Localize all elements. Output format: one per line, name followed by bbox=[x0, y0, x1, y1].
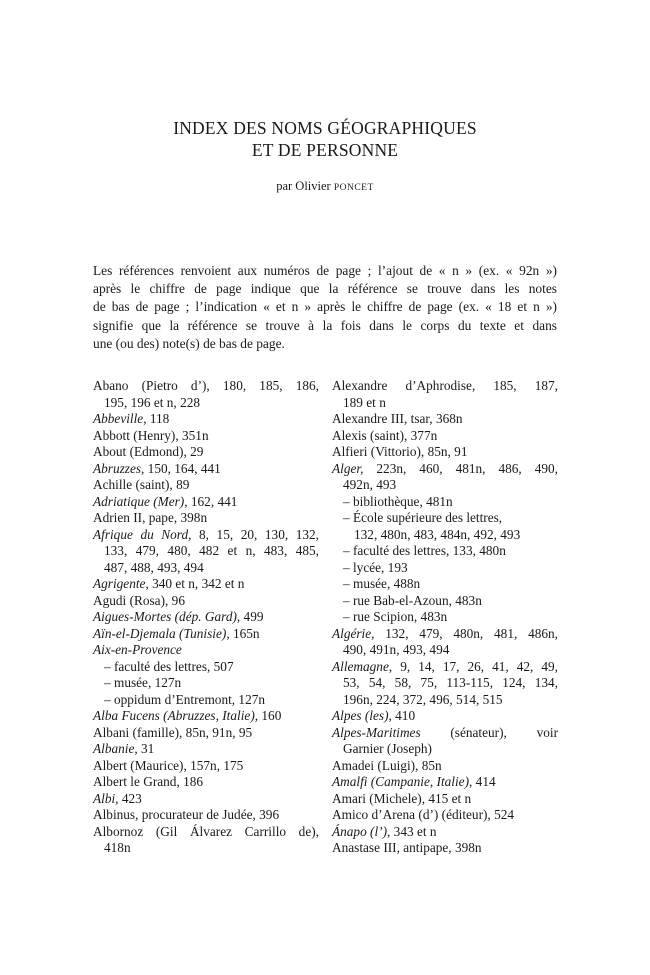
index-term-italic: Aix-en-Provence bbox=[93, 642, 182, 657]
index-entry bbox=[332, 593, 558, 610]
index-term-italic: Amalfi (Campanie, Italie) bbox=[332, 774, 470, 789]
index-term-italic: Agrigente bbox=[93, 576, 146, 591]
index-entry bbox=[93, 411, 319, 428]
index-entry bbox=[93, 791, 319, 808]
index-entry-line bbox=[332, 741, 558, 758]
index-entry-line bbox=[93, 494, 319, 511]
index-text: – musée, 488n bbox=[343, 576, 421, 591]
index-entry-line bbox=[332, 692, 558, 709]
index-entry-line bbox=[332, 461, 558, 478]
index-text: Albert (Maurice), 157n, 175 bbox=[93, 757, 244, 773]
index-text: Albinus, procurateur de Judée, 396 bbox=[93, 807, 280, 822]
index-text: – École supérieure des lettres, bbox=[343, 510, 503, 525]
index-entry bbox=[93, 659, 319, 676]
index-entry-line bbox=[93, 807, 319, 824]
index-entry bbox=[93, 461, 319, 478]
index-text: Albani (famille), 85n, 91n, 95 bbox=[93, 724, 253, 740]
index-entry bbox=[332, 411, 558, 428]
index-entry-line bbox=[332, 494, 558, 511]
index-text: , 118 bbox=[143, 411, 170, 426]
title-line-2: ET DE PERSONNE bbox=[251, 140, 399, 160]
index-text: 490, 491n, 493, 494 bbox=[343, 642, 450, 657]
index-entry-line bbox=[332, 824, 558, 841]
index-entry-line bbox=[93, 477, 319, 494]
index-entry-line bbox=[332, 510, 558, 527]
index-text: , 340 et n, 342 et n bbox=[145, 576, 245, 591]
index-term-italic: Alba Fucens (Abruzzes, Italie) bbox=[93, 708, 255, 723]
index-entry-line bbox=[93, 593, 319, 610]
index-entry-line bbox=[332, 642, 558, 659]
index-text: 195, 196 et n, 228 bbox=[104, 394, 201, 410]
index-entry bbox=[93, 708, 319, 725]
index-entry-line bbox=[93, 510, 319, 527]
index-text: 418n bbox=[104, 840, 131, 855]
index-term-italic: Adriatique (Mer) bbox=[93, 493, 185, 509]
index-entry-line bbox=[332, 378, 558, 395]
index-entry-line bbox=[332, 560, 558, 577]
index-entry bbox=[332, 807, 558, 824]
index-text: Amadei (Luigi), 85n bbox=[332, 757, 442, 773]
intro-line: signifie que la référence se trouve à la fois dans le corps du texte et dans bbox=[93, 317, 557, 333]
index-entry bbox=[332, 576, 558, 593]
index-entry bbox=[93, 576, 319, 593]
index-text: 492n, 493 bbox=[343, 477, 397, 492]
index-text: , 150, 164, 441 bbox=[141, 460, 221, 476]
index-text: Abano (Pietro d’), 180, 185, 186, bbox=[93, 378, 319, 393]
index-text: 196n, 224, 372, 496, 514, 515 bbox=[343, 691, 503, 707]
index-text: Alexandre d’Aphrodise, 185, 187, bbox=[332, 378, 558, 393]
index-entry-line bbox=[332, 725, 558, 742]
index-entry-line bbox=[93, 560, 319, 577]
index-text: , 410 bbox=[388, 708, 416, 723]
index-entry bbox=[332, 840, 558, 857]
index-entry-line bbox=[332, 807, 558, 824]
index-entry-line bbox=[332, 626, 558, 643]
index-entry bbox=[93, 494, 319, 511]
index-text: , 8, 15, 20, 130, 132, bbox=[188, 526, 319, 542]
index-entry bbox=[332, 725, 558, 758]
index-entry-line bbox=[93, 642, 319, 659]
index-entry bbox=[332, 708, 558, 725]
index-entry bbox=[93, 824, 319, 857]
index-entry bbox=[93, 642, 319, 659]
index-entry-line bbox=[93, 659, 319, 676]
index-entry bbox=[332, 659, 558, 709]
index-text: Garnier (Joseph) bbox=[343, 741, 432, 756]
index-entry-line bbox=[332, 576, 558, 593]
index-text: – musée, 127n bbox=[104, 675, 182, 690]
index-entry-line bbox=[332, 840, 558, 857]
index-entry-line bbox=[93, 791, 319, 808]
intro-paragraph bbox=[93, 262, 557, 353]
intro-line: Les références renvoient aux numéros de page ; l’ajout de « n » (ex. « 92n ») bbox=[93, 263, 557, 278]
byline-surname: PONCET bbox=[333, 183, 374, 193]
index-term-italic: Ánapo (l’) bbox=[332, 823, 388, 839]
index-entry-line bbox=[93, 576, 319, 593]
index-text: Albert le Grand, 186 bbox=[93, 774, 204, 789]
index-text: – bibliothèque, 481n bbox=[343, 493, 453, 509]
index-entry-line bbox=[93, 378, 319, 395]
index-entry-line bbox=[332, 609, 558, 626]
index-text: , 162, 441 bbox=[184, 493, 238, 509]
index-entry-line bbox=[332, 543, 558, 560]
index-text: 487, 488, 493, 494 bbox=[104, 559, 204, 575]
index-text: Amico d’Arena (d’) (éditeur), 524 bbox=[332, 807, 515, 822]
index-entry-line bbox=[332, 774, 558, 791]
index-entry bbox=[93, 444, 319, 461]
index-text: Albornoz (Gil Álvarez Carrillo de), bbox=[93, 823, 319, 839]
index-term-italic: Abbeville bbox=[93, 411, 144, 426]
index-term-italic: Allemagne bbox=[332, 658, 389, 674]
index-entry bbox=[93, 692, 319, 709]
index-text: Alexis (saint), 377n bbox=[332, 427, 438, 443]
index-entry bbox=[332, 791, 558, 808]
index-entry-line bbox=[93, 675, 319, 692]
index-entry bbox=[93, 807, 319, 824]
index-entry bbox=[332, 378, 558, 411]
index-entry-line bbox=[332, 659, 558, 676]
index-entry bbox=[332, 560, 558, 577]
index-text: Achille (saint), 89 bbox=[93, 477, 190, 492]
index-text: , 9, 14, 17, 26, 41, 42, 49, bbox=[388, 658, 558, 674]
index-term-italic: Aigues-Mortes (dép. Gard) bbox=[93, 609, 237, 624]
index-term-italic: Albanie bbox=[93, 741, 135, 756]
intro-line: après le chiffre de page indique que la référence se trouve dans les notes bbox=[93, 281, 557, 297]
page-title bbox=[0, 117, 650, 161]
index-entry-line bbox=[93, 527, 319, 544]
index-entry-line bbox=[332, 428, 558, 445]
index-entry-line bbox=[332, 395, 558, 412]
index-column-left bbox=[93, 378, 319, 857]
index-entry-line bbox=[93, 428, 319, 445]
index-entry-line bbox=[332, 444, 558, 461]
index-entry bbox=[93, 626, 319, 643]
index-entry-line bbox=[93, 725, 319, 742]
title-line-1: INDEX DES NOMS GÉOGRAPHIQUES bbox=[173, 118, 477, 138]
index-term-italic: Albi bbox=[93, 790, 116, 806]
index-entry bbox=[93, 725, 319, 742]
index-text: 133, 479, 480, 482 et n, 483, 485, bbox=[104, 543, 319, 558]
index-entry-line bbox=[332, 411, 558, 428]
index-entry bbox=[332, 774, 558, 791]
index-text: 53, 54, 58, 75, 113-115, 124, 134, bbox=[343, 675, 558, 690]
index-entry-line bbox=[332, 675, 558, 692]
index-text: Agudi (Rosa), 96 bbox=[93, 592, 185, 608]
index-entry bbox=[93, 527, 319, 577]
index-term-italic: Algérie, bbox=[332, 625, 375, 641]
index-text: 189 et n bbox=[343, 394, 386, 410]
index-text: – rue Bab-el-Azoun, 483n bbox=[343, 592, 482, 608]
index-text: About (Edmond), 29 bbox=[93, 444, 204, 459]
index-text: Alfieri (Vittorio), 85n, 91 bbox=[332, 444, 468, 459]
index-text: – rue Scipion, 483n bbox=[343, 609, 448, 624]
index-entry bbox=[332, 510, 558, 543]
intro-line: de bas de page ; l’indication « et n » après le chiffre de page (ex. « 18 et n ») bbox=[93, 299, 557, 315]
index-entry bbox=[93, 774, 319, 791]
index-text: – faculté des lettres, 507 bbox=[104, 658, 234, 674]
index-entry-line bbox=[332, 477, 558, 494]
index-entry bbox=[332, 444, 558, 461]
index-entry-line bbox=[93, 626, 319, 643]
index-text: 132, 480n, 483, 484n, 492, 493 bbox=[354, 526, 521, 542]
byline-prefix: par Olivier bbox=[276, 179, 334, 193]
author-byline bbox=[0, 178, 650, 196]
index-text: – lycée, 193 bbox=[343, 559, 408, 575]
index-entry bbox=[332, 626, 558, 659]
index-text: Alexandre III, tsar, 368n bbox=[332, 411, 463, 426]
index-text: , 499 bbox=[236, 609, 264, 624]
index-entry bbox=[93, 593, 319, 610]
index-entry bbox=[332, 609, 558, 626]
index-entry-line bbox=[93, 461, 319, 478]
index-text: , 31 bbox=[134, 741, 155, 756]
index-text: , 165n bbox=[226, 625, 260, 641]
index-text: (sénateur), voir bbox=[420, 724, 558, 740]
index-entry bbox=[332, 494, 558, 511]
index-entry-line bbox=[93, 824, 319, 841]
index-entry bbox=[332, 461, 558, 494]
index-text: 223n, 460, 481n, 486, 490, bbox=[363, 460, 558, 476]
index-entry-line bbox=[332, 791, 558, 808]
index-text: , 423 bbox=[115, 790, 142, 806]
index-entry-line bbox=[93, 692, 319, 709]
index-entry bbox=[332, 428, 558, 445]
index-text: Abbott (Henry), 351n bbox=[93, 427, 209, 443]
index-column-right bbox=[332, 378, 558, 857]
index-entry-line bbox=[93, 411, 319, 428]
index-entry bbox=[93, 510, 319, 527]
index-entry bbox=[93, 741, 319, 758]
index-entry-line bbox=[93, 840, 319, 857]
index-term-italic: Alpes (les) bbox=[332, 708, 389, 723]
index-text: , 160 bbox=[254, 708, 282, 723]
index-entry bbox=[332, 543, 558, 560]
index-entry bbox=[93, 378, 319, 411]
index-entry-line bbox=[93, 395, 319, 412]
index-entry bbox=[93, 675, 319, 692]
index-entry-line bbox=[332, 527, 558, 544]
index-entry-line bbox=[93, 758, 319, 775]
index-entry-line bbox=[93, 543, 319, 560]
index-term-italic: Alger, bbox=[332, 460, 364, 476]
index-text: , 343 et n bbox=[387, 823, 437, 839]
index-entry bbox=[332, 758, 558, 775]
index-text: – faculté des lettres, 133, 480n bbox=[343, 543, 506, 558]
index-entry bbox=[332, 824, 558, 841]
index-text: Anastase III, antipape, 398n bbox=[332, 840, 482, 855]
index-entry-line bbox=[332, 708, 558, 725]
index-entry-line bbox=[93, 741, 319, 758]
index-term-italic: Abruzzes bbox=[93, 460, 142, 476]
index-entry bbox=[93, 428, 319, 445]
index-text: Amari (Michele), 415 et n bbox=[332, 790, 472, 806]
index-entry bbox=[93, 477, 319, 494]
intro-line: une (ou des) note(s) de bas de page. bbox=[93, 335, 285, 351]
index-entry-line bbox=[93, 774, 319, 791]
index-entry bbox=[93, 609, 319, 626]
index-entry bbox=[93, 758, 319, 775]
index-entry-line bbox=[93, 609, 319, 626]
index-text: – oppidum d’Entremont, 127n bbox=[104, 691, 266, 707]
index-entry-line bbox=[93, 444, 319, 461]
index-term-italic: Alpes-Maritimes bbox=[332, 724, 421, 740]
index-entry-line bbox=[332, 758, 558, 775]
index-term-italic: Afrique du Nord bbox=[93, 526, 189, 542]
index-term-italic: Aïn-el-Djemala (Tunisie) bbox=[93, 625, 227, 641]
index-text: , 414 bbox=[469, 774, 496, 789]
index-text: 132, 479, 480n, 481, 486n, bbox=[374, 625, 558, 641]
index-text: Adrien II, pape, 398n bbox=[93, 510, 208, 525]
index-entry-line bbox=[332, 593, 558, 610]
index-entry-line bbox=[93, 708, 319, 725]
